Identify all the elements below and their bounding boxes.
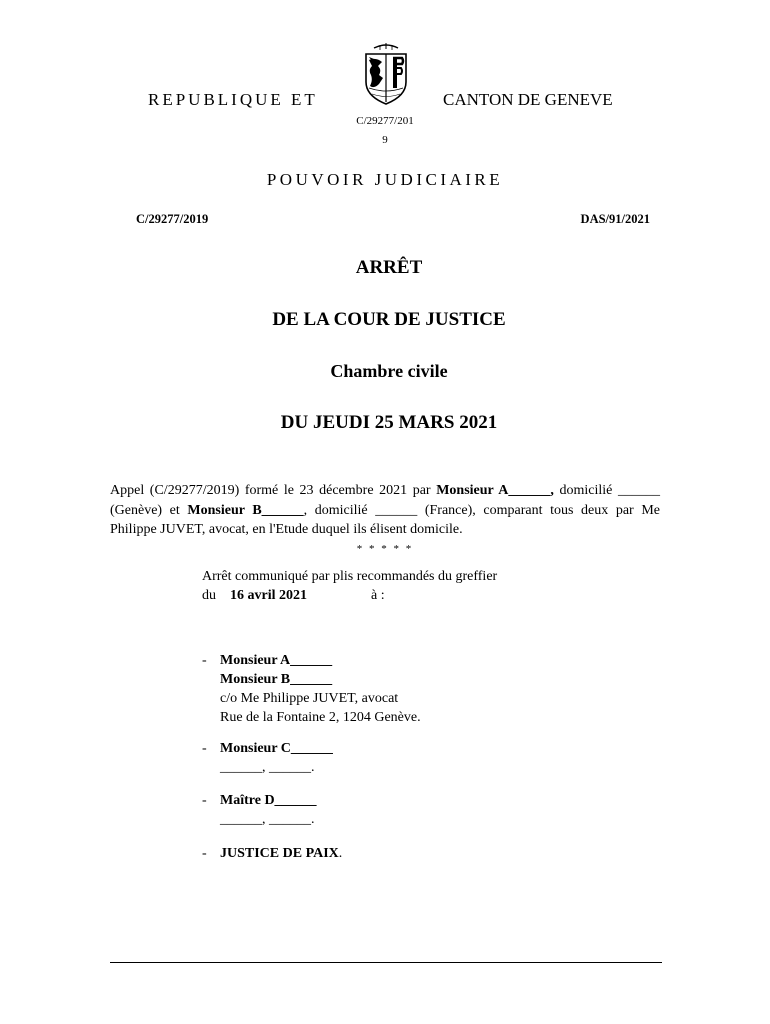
communication-prefix: du <box>202 588 216 603</box>
appellant-b: Monsieur B______ <box>187 502 304 518</box>
crest-reference <box>340 112 430 150</box>
appellant-a: Monsieur A______, <box>436 483 554 498</box>
recipient-address: ______, ______. <box>220 812 315 827</box>
header-republique: REPUBLIQUE ET <box>148 90 318 109</box>
separator: * * * * * <box>356 543 414 555</box>
recipient-2 <box>202 739 333 777</box>
header-canton: CANTON DE GENEVE <box>443 90 613 109</box>
recipient-address: ______, ______. <box>220 760 315 775</box>
footer-divider <box>110 962 662 963</box>
communication-line: Arrêt communiqué par plis recommandés du greffier <box>202 569 498 584</box>
recipient-name: Monsieur A______ <box>220 653 333 668</box>
recipient-suffix: . <box>338 846 343 861</box>
recipient-name: Maître D______ <box>220 793 317 808</box>
recipient-1 <box>202 651 421 727</box>
decision-date: DU JEUDI 25 MARS 2021 <box>280 412 498 433</box>
list-dash: - <box>202 741 207 756</box>
communication-date: 16 avril 2021 <box>230 588 307 603</box>
authority-title: POUVOIR JUDICIAIRE <box>266 170 504 189</box>
list-dash: - <box>202 793 207 808</box>
intro-text-1: Appel (C/29277/2019) formé le 23 décembre 2021 par <box>110 483 437 498</box>
recipient-address: Rue de la Fontaine 2, 1204 Genève. <box>220 710 421 725</box>
decision-reference: DAS/91/2021 <box>580 212 650 226</box>
document-title: ARRÊT <box>355 257 423 278</box>
recipient-4 <box>202 844 342 863</box>
list-dash: - <box>202 846 207 861</box>
communication-suffix: à : <box>371 588 385 603</box>
chamber-title: Chambre civile <box>330 361 448 381</box>
intro-text-2: domicilié ______ (Genève) et <box>110 483 660 518</box>
crest-reference-line-1: C/29277/201 <box>356 115 414 127</box>
recipient-name: JUSTICE DE PAIX <box>220 846 339 861</box>
crest-reference-line-2: 9 <box>382 134 388 146</box>
intro-text-3: , domicilié ______ (France), comparant tous deux par Me Philippe JUVET, avocat, en l'Etude duquel ils élisent domicile. <box>110 502 660 537</box>
appeal-paragraph <box>110 481 660 540</box>
recipient-name: Monsieur C______ <box>220 741 333 756</box>
case-reference: C/29277/2019 <box>136 212 209 226</box>
recipient-address: c/o Me Philippe JUVET, avocat <box>220 691 399 706</box>
recipient-name: Monsieur B______ <box>220 672 333 687</box>
court-title: DE LA COUR DE JUSTICE <box>272 309 506 330</box>
communication-notice <box>202 567 497 605</box>
list-dash: - <box>202 653 207 668</box>
geneva-coat-of-arms-icon <box>360 42 412 108</box>
recipient-3 <box>202 791 317 829</box>
